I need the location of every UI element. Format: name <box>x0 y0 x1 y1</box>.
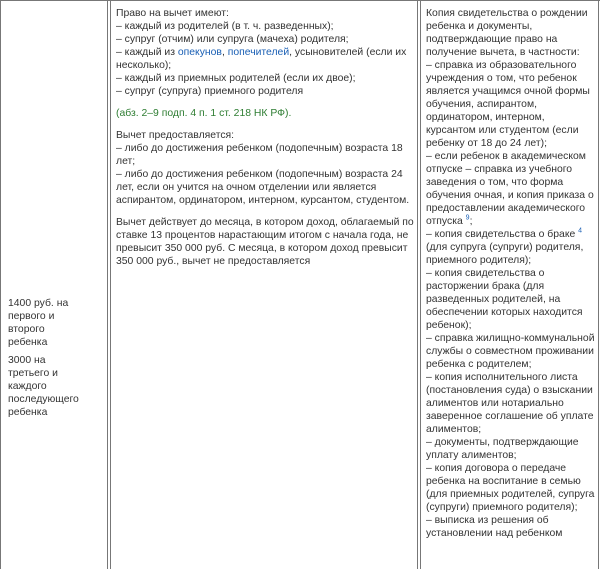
doc-alimony-payment: – документы, подтверждающие уплату алиментов; <box>426 437 579 461</box>
doc-writ-of-execution: – копия исполнительного листа (постановления суда) о взыскании алиментов или нотариально заверенное соглашение об уплате алиментов; <box>426 372 594 435</box>
amount-first-second: 1400 руб. на первого и второго ребенка <box>8 298 69 348</box>
eligibility-item-parents: – каждый из родителей (в т. ч. разведенных); <box>116 21 334 32</box>
law-reference-link[interactable]: (абз. 2–9 подп. 4 п. 1 ст. 218 НК РФ). <box>116 108 292 119</box>
documents-cell <box>422 7 597 540</box>
doc-guardianship-extract: – выписка из решения об установлении над ребенком <box>426 515 563 539</box>
eligibility-item-guardians: – каждый из опекунов, попечителей, усыновителей (если их несколько); <box>116 47 407 71</box>
doc-divorce-certificate: – копия свидетельства о расторжении брака (для разведенных родителей, на обеспечении которых находится ребенок); <box>426 268 583 331</box>
eligibility-cell <box>112 7 418 268</box>
provision-item-18: – либо до достижения ребенком (подопечным) возраста 18 лет; <box>116 143 403 167</box>
validity-text: Вычет действует до месяца, в котором доход, облагаемый по ставке 13 процентов нарастающим итогом с начала года, не превысит 350 000 руб. С месяца, в котором доход превысит 350 000 руб., вычет не предоставляется <box>116 217 414 267</box>
eligibility-item-foster: – каждый из приемных родителей (если их двое); <box>116 73 356 84</box>
column-divider-2b <box>420 0 421 569</box>
eligibility-item-stepparent: – супруг (отчим) или супруга (мачеха) родителя; <box>116 34 349 45</box>
table-left-border <box>0 0 1 569</box>
trustees-link[interactable]: попечителей <box>227 47 290 58</box>
provision-item-24: – либо до достижения ребенком (подопечным) возраста 24 лет, если он учится на очном отделении или является аспирантом, ординатором, интерном, курсантом, студентом. <box>116 169 410 206</box>
amount-cell <box>0 297 85 419</box>
column-divider-1 <box>107 0 108 569</box>
amount-third-plus: 3000 на третьего и каждого последующего ребенка <box>8 355 79 418</box>
doc-housing-certificate: – справка жилищно-коммунальной службы о совместном проживании ребенка с родителем; <box>426 333 595 370</box>
doc-academic-leave: – если ребенок в академическом отпуске – справка из учебного заведения о том, что форма обучения очная, и копия приказа о предоставлении академического отпуска $^9$; <box>426 151 594 227</box>
provision-block <box>116 129 418 207</box>
eligibility-item-foster-spouse: – супруг (супруга) приемного родителя <box>116 86 304 97</box>
footnote-9-link[interactable]: 9 <box>465 214 470 222</box>
footnote-4-link[interactable]: 4 <box>578 227 583 235</box>
doc-marriage-certificate: – копия свидетельства о браке $^4$ (для супруга (супруги) родителя, приемного родителя); <box>426 227 584 266</box>
table-right-border <box>598 0 599 569</box>
documents-intro: Копия свидетельства о рождении ребенка и документы, подтверждающие право на получение вычета, в частности: <box>426 8 588 58</box>
table-top-border <box>0 0 600 1</box>
column-divider-1b <box>110 0 111 569</box>
guardians-link[interactable]: опекунов <box>177 47 222 58</box>
doc-school-certificate: – справка из образовательного учреждения о том, что ребенок является учащимся очной формы обучения, аспирантом, ординатором, интерном, курсантом или студентом (если ребенку от 18 до 24 лет); <box>426 60 590 149</box>
eligibility-intro: Право на вычет имеют: <box>116 8 229 19</box>
provision-intro: Вычет предоставляется: <box>116 130 235 141</box>
eligibility-block <box>116 7 418 98</box>
doc-foster-contract: – копия договора о передаче ребенка на воспитание в семью (для приемных родителей, супруга (супруги) приемного родителя); <box>426 463 595 513</box>
